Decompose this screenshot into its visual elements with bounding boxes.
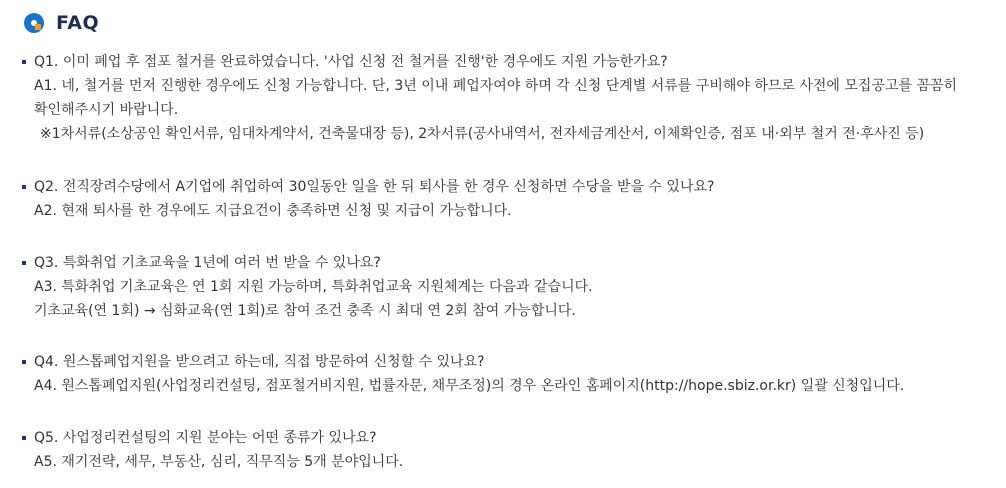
answer-line: A3. 특화취업 기초교육은 연 1회 지원 가능하며, 특화취업교육 지원체계는 다음과 같습니다. (34, 279, 593, 295)
faq-question: Q1. 이미 폐업 후 점포 철거를 완료하였습니다. '사업 신청 전 철거를 진행'한 경우에도 지원 가능한가요? (34, 54, 668, 70)
faq-question: Q5. 사업정리컨설팅의 지원 분야는 어떤 종류가 있나요? (34, 430, 377, 446)
bullet-icon (22, 261, 26, 265)
page-title: FAQ (56, 12, 100, 34)
bullet-icon (22, 360, 26, 364)
brand-logo-icon (22, 11, 46, 35)
answer-line: A4. 원스톱폐업지원(사업정리컨설팅, 점포철거비지원, 법률자문, 채무조정)의 경우 온라인 홈페이지(http://hope.sbiz.or.kr) 일괄 신청입니다. (34, 378, 905, 394)
faq-question: Q3. 특화취업 기초교육을 1년에 여러 번 받을 수 있나요? (34, 255, 381, 271)
answer-line: A1. 네, 철거를 먼저 진행한 경우에도 신청 가능합니다. 단, 3년 이내 폐업자여야 하며 각 신청 단계별 서류를 구비해야 하므로 사전에 모집공고를 꼼꼼히 (34, 78, 958, 94)
faq-answer (34, 74, 957, 146)
answer-line: A2. 현재 퇴사를 한 경우에도 지급요건이 충족하면 신청 및 지급이 가능합니다. (34, 203, 512, 219)
faq-item (22, 50, 957, 146)
faq-answer (34, 374, 904, 398)
bullet-icon (22, 60, 26, 64)
answer-line: 확인해주시기 바랍니다. (34, 102, 179, 118)
faq-item (22, 175, 714, 223)
bullet-icon (22, 436, 26, 440)
faq-item (22, 426, 403, 474)
faq-answer (34, 199, 714, 223)
faq-answer (34, 275, 593, 323)
bullet-icon (22, 185, 26, 189)
faq-answer (34, 450, 403, 474)
faq-header (22, 10, 99, 36)
answer-line: 기초교육(연 1회) → 심화교육(연 1회)로 참여 조건 충족 시 최대 연 2회 참여 가능합니다. (34, 303, 576, 319)
faq-item (22, 251, 593, 323)
faq-question: Q4. 원스톱폐업지원을 받으려고 하는데, 직접 방문하여 신청할 수 있나요? (34, 354, 485, 370)
answer-note: ※1차서류(소상공인 확인서류, 임대차계약서, 건축물대장 등), 2차서류(공사내역서, 전자세금계산서, 이체확인증, 점포 내·외부 철거 전·후사진 등) (40, 126, 925, 142)
faq-question: Q2. 전직장려수당에서 A기업에 취업하여 30일동안 일을 한 뒤 퇴사를 한 경우 신청하면 수당을 받을 수 있나요? (34, 179, 715, 195)
answer-line: A5. 재기전략, 세무, 부동산, 심리, 직무직능 5개 분야입니다. (34, 454, 404, 470)
faq-item (22, 350, 904, 398)
